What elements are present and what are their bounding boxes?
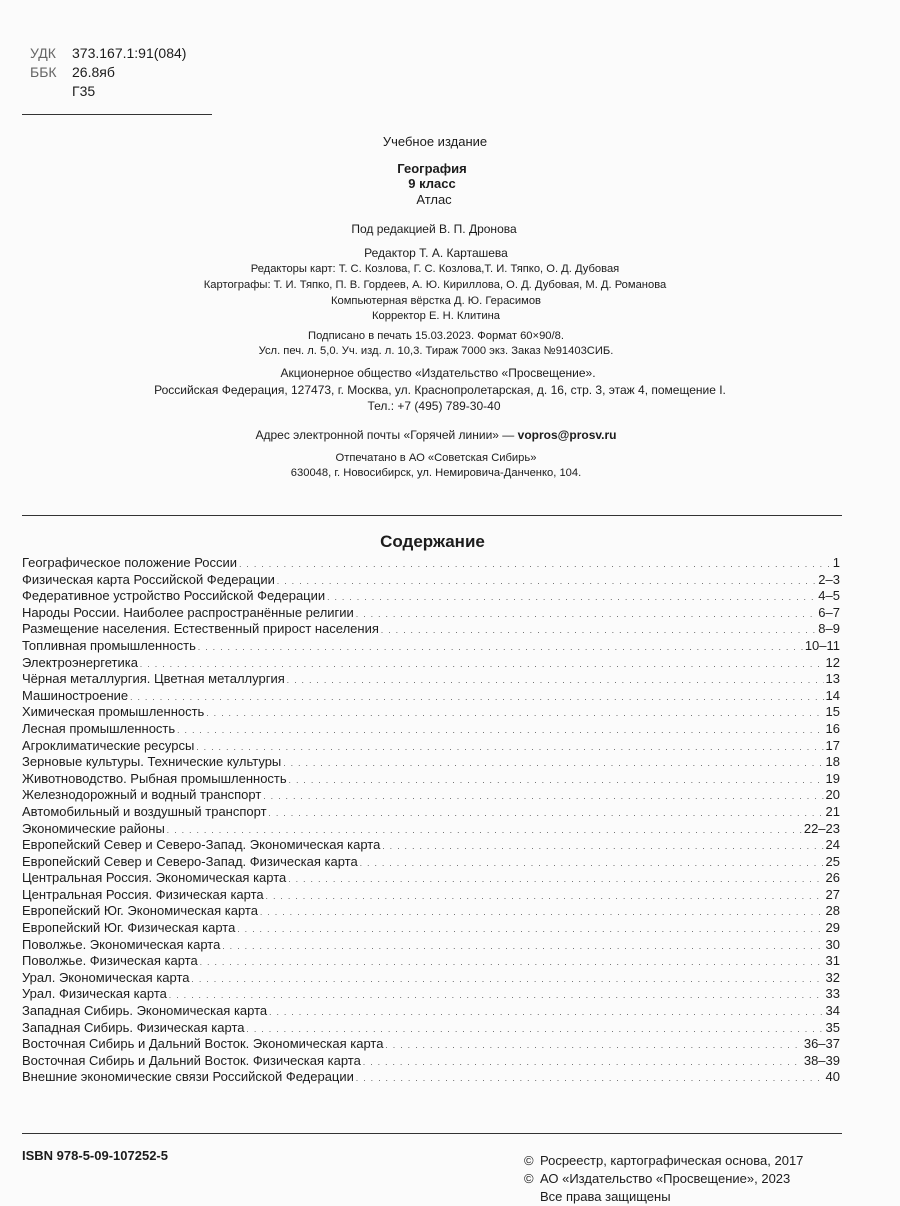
toc-item-page: 38–39 [803, 1052, 840, 1068]
toc-item-title: Лесная промышленность [22, 720, 176, 736]
toc-item-page: 8–9 [818, 621, 840, 637]
copyright-symbol: © [524, 1171, 534, 1186]
toc-item-page: 10–11 [804, 637, 840, 653]
map-editors: Редакторы карт: Т. С. Козлова, Г. С. Козлова,Т. И. Тяпко, О. Д. Дубовая [250, 263, 620, 275]
toc-item [22, 870, 840, 887]
copyright-line-1: Росреестр, картографическая основа, 2017 [540, 1153, 804, 1168]
classification-block [30, 44, 186, 101]
toc-item [22, 1036, 840, 1053]
author-mark: Г35 [72, 83, 96, 99]
toc-item [22, 671, 840, 688]
toc-item [22, 754, 840, 771]
toc-item-title: Урал. Физическая карта [22, 986, 167, 1002]
signed-info: Подписано в печать 15.03.2023. Формат 60×90/8. [308, 330, 564, 342]
toc-item-title: Экономические районы [22, 820, 165, 836]
toc-item-page: 40 [825, 1069, 840, 1085]
isbn: ISBN 978-5-09-107252-5 [22, 1148, 168, 1163]
toc-item-title: Географическое положение России [22, 555, 238, 570]
toc-item-page: 22–23 [803, 820, 840, 836]
toc-item-page: 28 [825, 903, 840, 919]
toc-item-title: Федеративное устройство Российской Федерации [22, 588, 326, 604]
publisher: Акционерное общество «Издательство «Просвещение». [280, 366, 596, 380]
toc-item [22, 1003, 840, 1020]
toc-item-title: Поволжье. Физическая карта [22, 953, 198, 969]
toc-item [22, 970, 840, 987]
toc-item-page: 30 [825, 936, 840, 952]
toc-item-page: 15 [825, 704, 840, 720]
toc-title: Содержание [380, 532, 485, 551]
toc-item [22, 1053, 840, 1070]
toc-item [22, 655, 840, 672]
toc-item-title: Западная Сибирь. Физическая карта [22, 1019, 245, 1035]
hotline-email-line [0, 428, 886, 442]
toc-item-page: 33 [825, 986, 840, 1002]
toc-item-title: Электроэнергетика [22, 654, 138, 670]
cartographers: Картографы: Т. И. Тяпко, П. В. Гордеев, А. Ю. Кириллова, О. Д. Дубовая, М. Д. Романова [203, 279, 667, 291]
toc-item [22, 738, 840, 755]
toc-item-page: 19 [825, 770, 840, 786]
email-address: vopros@prosv.ru [517, 428, 617, 442]
grade: 9 класс [408, 176, 456, 191]
publisher-address: Российская Федерация, 127473, г. Москва, ул. Краснопролетарская, д. 16, стр. 3, этаж 4, помещение I. [154, 383, 726, 397]
bbk-label: ББК [30, 64, 57, 80]
toc-item-title: Центральная Россия. Физическая карта [22, 886, 264, 902]
copyright-line-2: АО «Издательство «Просвещение», 2023 [540, 1171, 791, 1186]
toc-list [22, 555, 840, 1086]
toc-item-title: Европейский Юг. Физическая карта [22, 920, 236, 936]
toc-item [22, 621, 840, 638]
toc-item-title: Урал. Экономическая карта [22, 969, 190, 985]
toc-item-page: 27 [825, 886, 840, 902]
toc-item-title: Размещение населения. Естественный прирост населения [22, 621, 379, 637]
toc-item-page: 34 [825, 1003, 840, 1019]
toc-item [22, 572, 840, 589]
toc-item-page: 13 [825, 671, 840, 687]
toc-item [22, 837, 840, 854]
toc-item-title: Железнодорожный и водный транспорт [22, 787, 262, 803]
book-subtitle: Атлас [416, 192, 452, 207]
toc-item-title: Европейский Юг. Экономическая карта [22, 903, 258, 919]
layout-credit: Компьютерная вёрстка Д. Ю. Герасимов [330, 295, 542, 307]
toc-item [22, 638, 840, 655]
toc-item-page: 16 [825, 720, 840, 736]
toc-item [22, 704, 840, 721]
toc-item-page: 31 [825, 953, 840, 969]
toc-item-title: Зерновые культуры. Технические культуры [22, 754, 282, 770]
toc-item-page: 36–37 [803, 1036, 840, 1052]
toc-item-title: Машиностроение [22, 687, 129, 703]
book-title: География [397, 161, 467, 176]
print-info: Усл. печ. л. 5,0. Уч. изд. л. 10,3. Тираж 7000 экз. Заказ №91403СИБ. [258, 345, 614, 357]
toc-item-title: Европейский Север и Северо-Запад. Физическая карта [22, 853, 358, 869]
toc-item [22, 937, 840, 954]
toc-top-rule [22, 515, 842, 516]
toc-item [22, 555, 840, 572]
toc-item-title: Топливная промышленность [22, 637, 196, 653]
toc-item-page: 26 [825, 870, 840, 886]
toc-item [22, 1069, 840, 1086]
toc-item [22, 986, 840, 1003]
toc-leader-dots [356, 1069, 824, 1088]
copyright-line-3: Все права защищены [540, 1189, 671, 1204]
toc-bottom-rule [22, 1133, 842, 1134]
email-label: Адрес электронной почты «Горячей линии» — [255, 428, 515, 442]
toc-item [22, 887, 840, 904]
toc-item [22, 804, 840, 821]
udk-label: УДК [30, 45, 56, 61]
copyright-symbol: © [524, 1153, 534, 1168]
toc-item-title: Физическая карта Российской Федерации [22, 571, 275, 587]
toc-item [22, 854, 840, 871]
editor: Редактор Т. А. Карташева [364, 246, 508, 260]
copyright-block [524, 1152, 803, 1206]
toc-item-title: Восточная Сибирь и Дальний Восток. Физическая карта [22, 1052, 361, 1068]
toc-item [22, 821, 840, 838]
toc-item [22, 903, 840, 920]
toc-item-title: Восточная Сибирь и Дальний Восток. Экономическая карта [22, 1036, 384, 1052]
toc-item [22, 920, 840, 937]
toc-item-page: 1 [832, 555, 840, 570]
printer-address: 630048, г. Новосибирск, ул. Немировича-Данченко, 104. [290, 467, 582, 479]
toc-item-page: 32 [825, 969, 840, 985]
toc-item [22, 605, 840, 622]
toc-item-title: Европейский Север и Северо-Запад. Экономическая карта [22, 837, 381, 853]
udk-value: 373.167.1:91(084) [72, 45, 187, 61]
toc-item-title: Агроклиматические ресурсы [22, 737, 195, 753]
edition-type: Учебное издание [382, 134, 488, 149]
edited-by: Под редакцией В. П. Дронова [351, 222, 517, 236]
toc-item-title: Народы России. Наиболее распространённые религии [22, 604, 354, 620]
proofreader: Корректор Е. Н. Клитина [371, 310, 501, 322]
header-rule [22, 114, 212, 115]
toc-item-page: 6–7 [818, 604, 840, 620]
toc-item-title: Химическая промышленность [22, 704, 205, 720]
toc-item-page: 17 [825, 737, 840, 753]
toc-item [22, 588, 840, 605]
bbk-value: 26.8яб [72, 64, 115, 80]
toc-item-title: Животноводство. Рыбная промышленность [22, 770, 287, 786]
toc-item-title: Внешние экономические связи Российской Федерации [22, 1069, 354, 1085]
toc-item-page: 4–5 [818, 588, 840, 604]
toc-item-page: 29 [825, 920, 840, 936]
toc-item [22, 953, 840, 970]
toc-item [22, 787, 840, 804]
toc-item [22, 1020, 840, 1037]
toc-item-title: Западная Сибирь. Экономическая карта [22, 1003, 268, 1019]
toc-item-page: 25 [825, 853, 840, 869]
toc-item [22, 688, 840, 705]
printed-at: Отпечатано в АО «Советская Сибирь» [335, 452, 537, 464]
toc-item-title: Автомобильный и воздушный транспорт [22, 803, 267, 819]
toc-item-page: 35 [825, 1019, 840, 1035]
publisher-phone: Тел.: +7 (495) 789-30-40 [367, 399, 501, 413]
toc-item-title: Чёрная металлургия. Цветная металлургия [22, 671, 285, 687]
toc-item-page: 18 [825, 754, 840, 770]
toc-item-title: Центральная Россия. Экономическая карта [22, 870, 287, 886]
toc-item-page: 21 [825, 803, 840, 819]
toc-item-title: Поволжье. Экономическая карта [22, 936, 221, 952]
toc-item-page: 14 [825, 687, 840, 703]
toc-item-page: 12 [825, 654, 840, 670]
toc-item-page: 2–3 [818, 571, 840, 587]
toc-item-page: 24 [825, 837, 840, 853]
toc-item [22, 771, 840, 788]
toc-item [22, 721, 840, 738]
toc-item-page: 20 [825, 787, 840, 803]
